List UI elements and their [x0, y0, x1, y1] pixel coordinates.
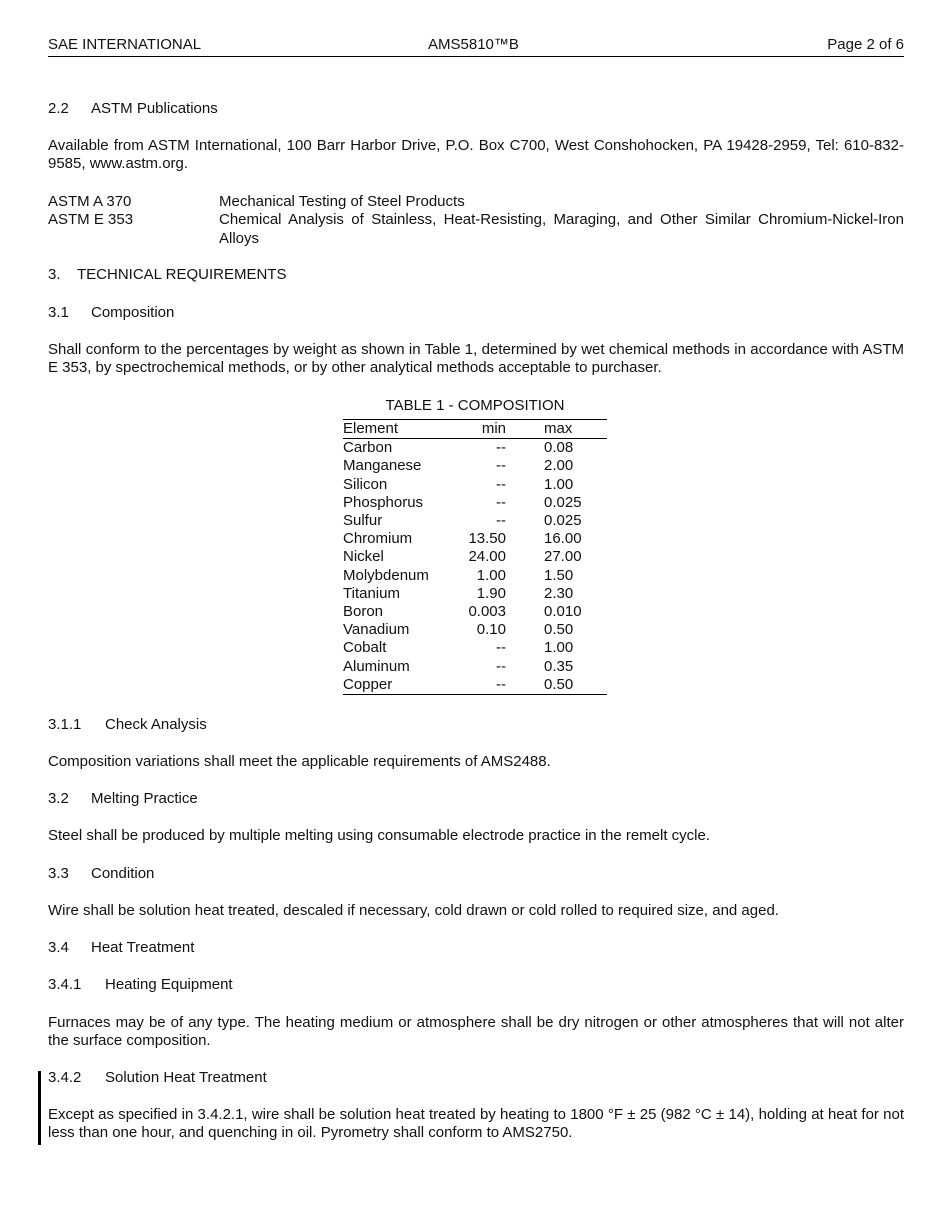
table-row — [343, 530, 607, 548]
section-number: 3.4.1 — [48, 976, 82, 993]
cell-max: 1.00 — [544, 639, 574, 657]
cell-max: 2.30 — [544, 584, 574, 602]
section-number: 2.2 — [48, 100, 69, 117]
heading-3-4-1 — [48, 976, 904, 994]
section-title: ASTM Publications — [91, 100, 218, 117]
cell-element: Chromium — [343, 530, 413, 548]
cell-max: 1.00 — [544, 475, 574, 493]
publication-code: ASTM E 353 — [48, 211, 134, 228]
cell-min: -- — [496, 657, 506, 675]
revision-change-bar — [38, 1071, 41, 1145]
table-row — [343, 476, 607, 494]
heading-3 — [48, 266, 904, 284]
heading-3-3 — [48, 865, 904, 883]
heading-3-1 — [48, 304, 904, 322]
paragraph-3-3: Wire shall be solution heat treated, descaled if necessary, cold drawn or cold rolled to required size, and aged. — [48, 902, 779, 919]
publication-title: Chemical Analysis of Stainless, Heat-Resisting, Maraging, and Other Similar Chromium-Nickel-Iron Alloys — [219, 211, 904, 247]
paragraph-2-2: Available from ASTM International, 100 Barr Harbor Drive, P.O. Box C700, West Conshohocken, PA 19428-2959, Tel: 610-832-9585, www.astm.org. — [48, 137, 904, 172]
header-org: SAE INTERNATIONAL — [48, 36, 202, 53]
cell-element: Copper — [343, 676, 458, 695]
cell-element: Vanadium — [343, 621, 410, 639]
cell-min: 0.003 — [468, 603, 506, 621]
cell-min: -- — [458, 676, 506, 695]
table-row — [343, 676, 607, 695]
section-number: 3.1 — [48, 304, 69, 321]
table-row — [343, 567, 607, 585]
cell-max: 0.010 — [544, 603, 582, 621]
cell-max: 0.50 — [544, 621, 574, 639]
heading-2-2 — [48, 100, 904, 118]
cell-min: -- — [496, 512, 506, 530]
heading-3-4 — [48, 939, 904, 957]
cell-max: 0.35 — [544, 657, 574, 675]
cell-element: Phosphorus — [343, 493, 424, 511]
heading-3-1-1 — [48, 716, 904, 734]
cell-element: Manganese — [343, 457, 422, 475]
table-row — [343, 603, 607, 621]
cell-element: Cobalt — [343, 639, 387, 657]
section-title: Heating Equipment — [105, 976, 233, 993]
section-number: 3.4.2 — [48, 1069, 82, 1086]
heading-3-2 — [48, 790, 904, 808]
cell-element: Aluminum — [343, 657, 410, 675]
composition-table — [343, 419, 607, 695]
section-title: Composition — [91, 304, 175, 321]
cell-min: 1.00 — [476, 566, 506, 584]
section-title: Solution Heat Treatment — [105, 1069, 267, 1086]
table-row — [343, 494, 607, 512]
cell-max: 16.00 — [544, 530, 582, 548]
table-row — [343, 457, 607, 475]
cell-min: 24.00 — [468, 548, 506, 566]
cell-max: 2.00 — [544, 457, 574, 475]
cell-element: Boron — [343, 603, 384, 621]
cell-element: Titanium — [343, 584, 400, 602]
section-number: 3.3 — [48, 865, 69, 882]
cell-element: Molybdenum — [343, 566, 429, 584]
table-row — [343, 658, 607, 676]
column-spacer — [506, 420, 544, 439]
column-header-max: max — [544, 420, 607, 439]
cell-min: -- — [496, 457, 506, 475]
section-title: Check Analysis — [105, 716, 207, 733]
cell-min: 13.50 — [468, 530, 506, 548]
section-title: Melting Practice — [91, 790, 198, 807]
cell-max: 0.08 — [544, 439, 574, 457]
page-header — [48, 36, 904, 57]
table-row — [343, 548, 607, 566]
publication-title: Mechanical Testing of Steel Products — [219, 193, 465, 210]
section-number: 3. — [48, 266, 61, 283]
table-header-row — [343, 420, 607, 439]
cell-max: 0.025 — [544, 512, 582, 530]
table-row — [343, 585, 607, 603]
section-number: 3.1.1 — [48, 716, 82, 733]
cell-min: 0.10 — [476, 621, 506, 639]
cell-min: 1.90 — [476, 584, 506, 602]
heading-3-4-2 — [48, 1069, 904, 1087]
cell-min: -- — [496, 439, 506, 457]
paragraph-3-4-1: Furnaces may be of any type. The heating medium or atmosphere shall be dry nitrogen or other atmospheres that will not alter the surface composition. — [48, 1014, 904, 1049]
section-title: Heat Treatment — [91, 939, 195, 956]
cell-max: 0.50 — [544, 676, 607, 695]
section-title: TECHNICAL REQUIREMENTS — [77, 266, 287, 283]
table-row — [343, 439, 607, 458]
paragraph-3-1: Shall conform to the percentages by weight as shown in Table 1, determined by wet chemical methods in accordance with ASTM E 353, by spectrochemical methods, or by other analytical methods acceptable to purchaser. — [48, 341, 904, 376]
paragraph-3-4-2: Except as specified in 3.4.2.1, wire shall be solution heat treated by heating to 1800 °F ± 25 (982 °C ± 14), holding at heat for not less than one hour, and quenching in oil. Pyrometry shall conform to AMS2750. — [48, 1106, 904, 1141]
section-number: 3.2 — [48, 790, 69, 807]
cell-element: Nickel — [343, 548, 384, 566]
cell-element: Carbon — [343, 439, 393, 457]
header-doc-number: AMS5810™B — [428, 36, 519, 53]
cell-min: -- — [496, 639, 506, 657]
cell-element: Sulfur — [343, 512, 383, 530]
cell-element: Silicon — [343, 475, 388, 493]
table-row — [343, 512, 607, 530]
header-page-number: Page 2 of 6 — [827, 36, 904, 53]
column-header-min: min — [458, 420, 506, 439]
cell-max: 0.025 — [544, 493, 582, 511]
table-caption: TABLE 1 - COMPOSITION — [385, 397, 565, 414]
cell-min: -- — [496, 475, 506, 493]
paragraph-3-2: Steel shall be produced by multiple melting using consumable electrode practice in the remelt cycle. — [48, 827, 711, 844]
publication-code: ASTM A 370 — [48, 193, 132, 210]
cell-min: -- — [496, 493, 506, 511]
cell-max: 27.00 — [544, 548, 582, 566]
section-title: Condition — [91, 865, 155, 882]
column-header-element: Element — [343, 420, 458, 439]
cell-max: 1.50 — [544, 566, 574, 584]
section-number: 3.4 — [48, 939, 69, 956]
table-row — [343, 621, 607, 639]
paragraph-3-1-1: Composition variations shall meet the applicable requirements of AMS2488. — [48, 753, 551, 770]
table-row — [343, 639, 607, 657]
